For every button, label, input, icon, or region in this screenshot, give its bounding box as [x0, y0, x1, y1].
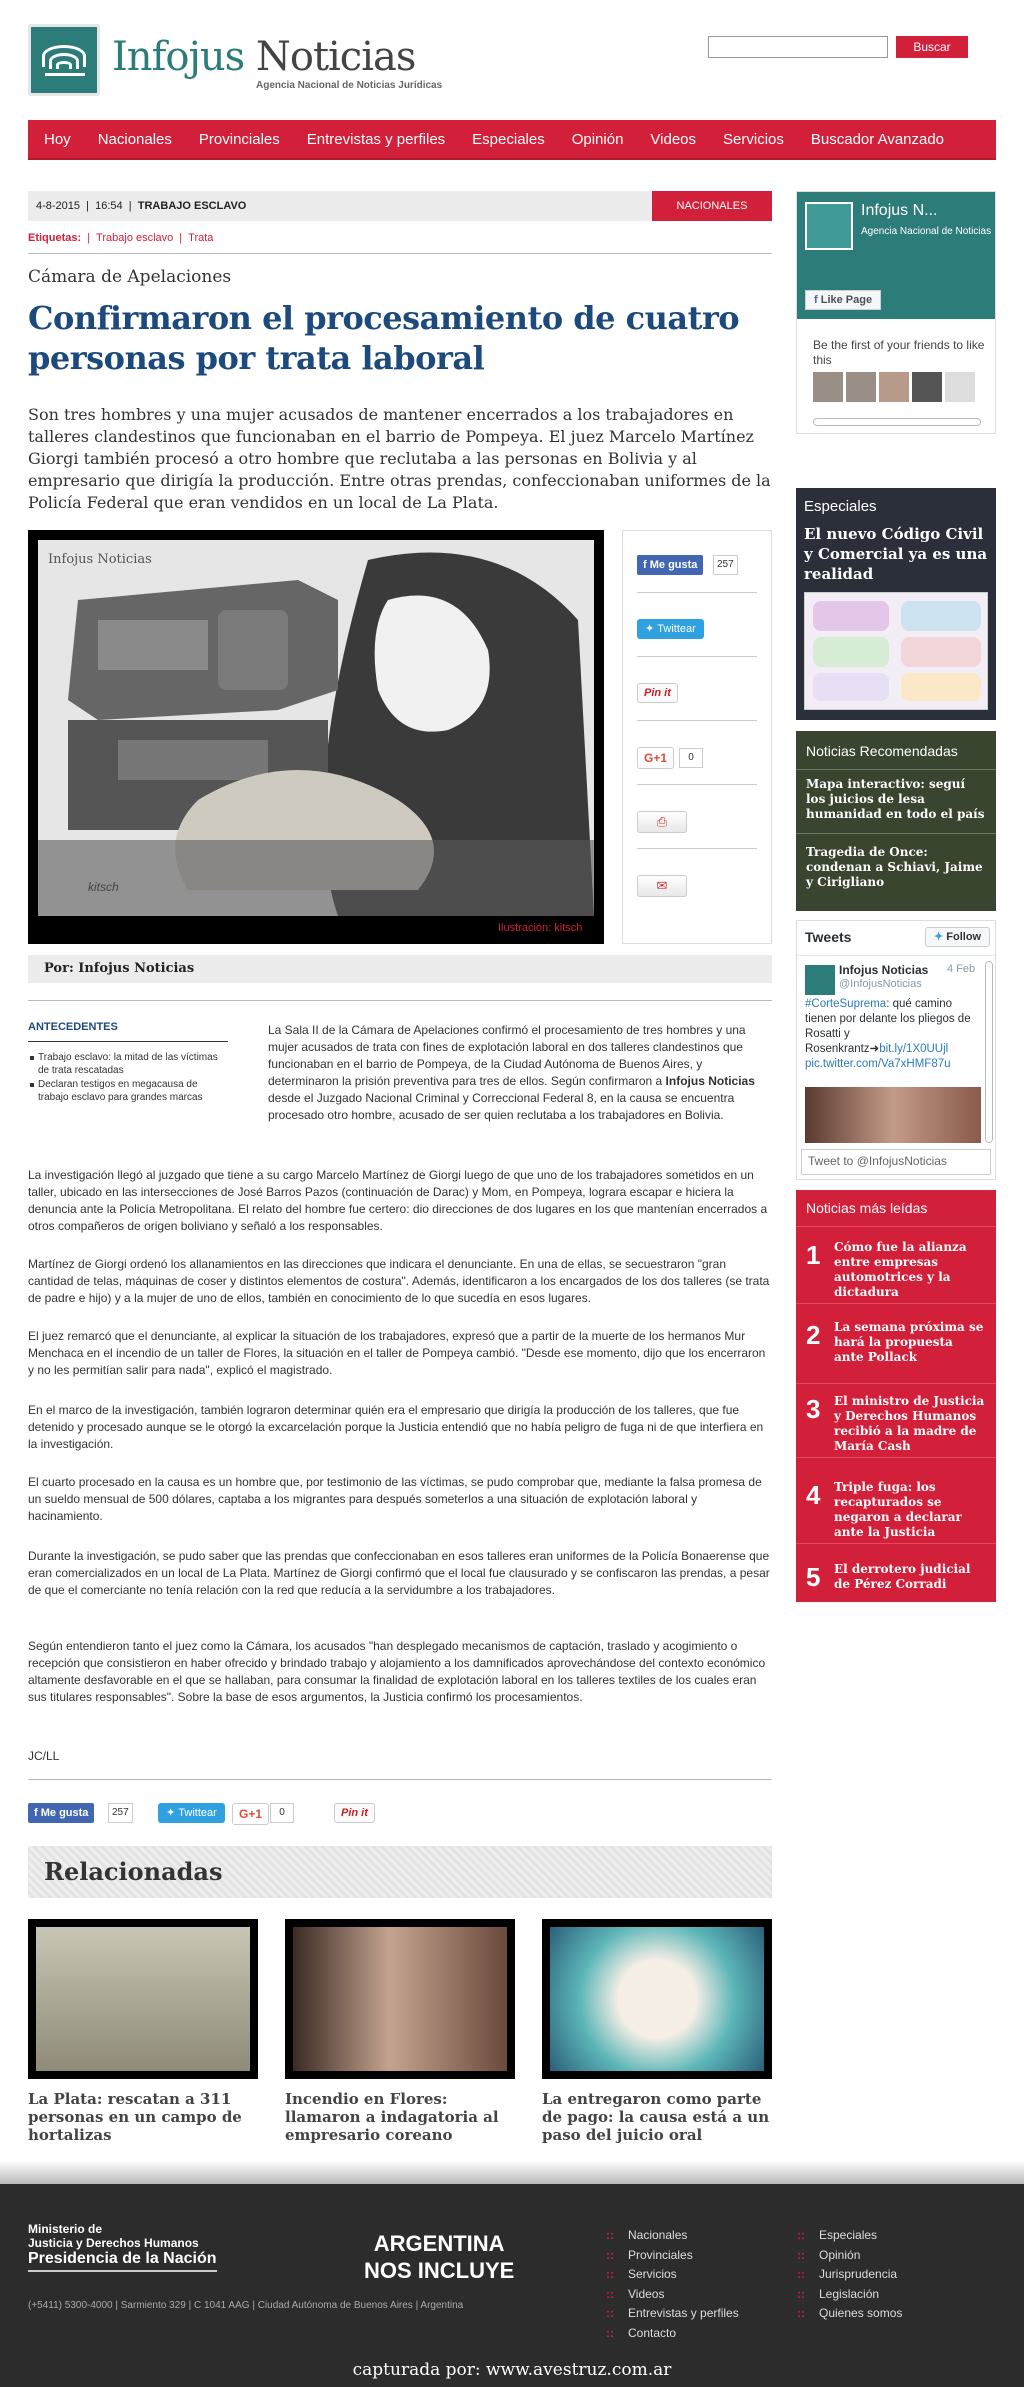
illustration-art: [38, 540, 594, 916]
antecedente-link[interactable]: Declaran testigos en megacausa de trabajo esclavo para grandes marcas: [28, 1078, 228, 1104]
tweet-author-name[interactable]: Infojus Noticias: [839, 963, 929, 977]
facebook-like-count: 257: [108, 1803, 133, 1823]
avatar[interactable]: [846, 372, 876, 402]
pinterest-button[interactable]: Pin it: [334, 1803, 375, 1823]
tweet-photo[interactable]: [805, 1087, 981, 1143]
related-title[interactable]: Incendio en Flores: llamaron a indagatoria al empresario coreano: [285, 2090, 499, 2144]
especiales-image[interactable]: [804, 592, 988, 710]
antecedentes-title: ANTECEDENTES: [28, 1021, 118, 1033]
antecedente-link[interactable]: Trabajo esclavo: la mitad de las víctimas de trata rescatadas: [28, 1051, 228, 1077]
article-kicker: Cámara de Apelaciones: [28, 267, 232, 287]
related-header: Relacionadas: [28, 1846, 772, 1898]
tweets-scrollbar[interactable]: [985, 961, 993, 1143]
sewing-illustration: [38, 540, 594, 916]
printer-icon: ⎙: [656, 814, 668, 829]
mas-leidas-widget: [796, 1190, 996, 1602]
argentina-logo: ARGENTINA NOS INCLUYE: [364, 2231, 515, 2283]
mas-leida-item[interactable]: 5 El derrotero judicial de Pérez Corradi: [796, 1560, 996, 1626]
share-column: [622, 530, 772, 944]
share-gplus: [637, 723, 757, 785]
pinterest-button[interactable]: Pin it: [637, 683, 678, 703]
tag-link[interactable]: Trabajo esclavo: [96, 232, 174, 244]
especiales-label: Especiales: [804, 498, 877, 515]
article-image[interactable]: [28, 530, 604, 944]
share-twitter: [637, 595, 757, 657]
main-nav: [28, 120, 996, 160]
recomendada-link[interactable]: Tragedia de Once: condenan a Schiavi, Jaime y Cirigliano: [806, 845, 983, 889]
ministry-logo[interactable]: Ministerio de Justicia y Derechos Humanos: [28, 2222, 199, 2250]
article-time: 16:54: [95, 200, 123, 212]
nav-item-opinion[interactable]: Opinión: [571, 130, 624, 148]
tweet-avatar[interactable]: [805, 965, 835, 995]
tags-label: Etiquetas:: [28, 232, 82, 244]
recomendadas-widget: [796, 731, 996, 911]
footer-link[interactable]: :: Opinión: [797, 2246, 902, 2266]
related-image[interactable]: [542, 1919, 772, 2079]
nav-item-buscador[interactable]: Buscador Avanzado: [810, 130, 945, 148]
divider: [28, 1000, 772, 1001]
mas-leida-item[interactable]: 1 Cómo fue la alianza entre empresas automotrices y la dictadura: [796, 1238, 996, 1304]
nav-item-provinciales[interactable]: Provinciales: [198, 130, 280, 148]
tweet-link[interactable]: pic.twitter.com/Va7xHMF87u: [805, 1058, 951, 1070]
gplus-button[interactable]: G+1: [637, 747, 674, 769]
mas-leida-item[interactable]: 3 El ministro de Justicia y Derechos Humanos recibió a la madre de María Cash: [796, 1392, 996, 1458]
tweet-date[interactable]: 4 Feb: [947, 963, 976, 975]
tweets-title: Tweets: [805, 929, 852, 945]
site-logo[interactable]: [28, 24, 100, 96]
mas-leida-title[interactable]: Triple fuga: los recapturados se negaron a declarar ante la Justicia: [834, 1480, 962, 1539]
antecedentes-list: [28, 1051, 228, 1105]
bottom-share-bar: [28, 1803, 428, 1825]
article-tags: Etiquetas: | Trabajo esclavo | Trata: [28, 232, 214, 244]
footer-link[interactable]: :: Nacionales: [606, 2226, 739, 2246]
especiales-title[interactable]: El nuevo Código Civil y Comercial ya es una realidad: [804, 525, 988, 583]
mas-leida-item[interactable]: 4 Triple fuga: los recapturados se negaron a declarar ante la Justicia: [796, 1478, 996, 1544]
footer-links-col1: [606, 2226, 739, 2344]
article-byline: Por: Infojus Noticias: [28, 955, 772, 983]
footer-links-col2: [797, 2226, 902, 2324]
email-button[interactable]: [637, 875, 687, 897]
nav-item-nacionales[interactable]: Nacionales: [97, 130, 172, 148]
nav-item-entrevistas[interactable]: Entrevistas y perfiles: [306, 130, 446, 148]
tag-link[interactable]: Trata: [188, 232, 214, 244]
footer-link[interactable]: :: Videos: [606, 2285, 739, 2305]
facebook-icon: f: [34, 1807, 38, 1819]
gplus-button[interactable]: G+1: [232, 1803, 269, 1825]
avatar[interactable]: [945, 372, 975, 402]
tweet-hashtag[interactable]: #CorteSuprema: [805, 998, 887, 1010]
footer-link[interactable]: :: Especiales: [797, 2226, 902, 2246]
tweet-compose-input[interactable]: Tweet to @InfojusNoticias: [801, 1149, 991, 1175]
mas-leida-item[interactable]: 2 La semana próxima se hará la propuesta ante Pollack: [796, 1318, 996, 1384]
gplus-count: 0: [679, 748, 703, 768]
article-paragraph: En el marco de la investigación, también lograron determinar quién era el empresario que dirigía la producción de los talleres, que fue detenido y procesado aunque se le otorgó la excarcelación porque la Justicia entendió que no había peligro de fuga ni de que interfiera en la investigación.: [28, 1403, 764, 1451]
footer-link[interactable]: :: Entrevistas y perfiles: [606, 2304, 739, 2324]
facebook-like-count: 257: [713, 555, 738, 575]
footer-link[interactable]: :: Quienes somos: [797, 2304, 902, 2324]
nav-item-videos[interactable]: Videos: [650, 130, 697, 148]
facebook-icon: f: [643, 559, 647, 571]
footer-link[interactable]: :: Jurisprudencia: [797, 2265, 902, 2285]
avatar[interactable]: [813, 372, 843, 402]
tweet-author-handle[interactable]: @InfojusNoticias: [839, 978, 922, 990]
mas-leida-title[interactable]: El ministro de Justicia y Derechos Humanos recibió a la madre de María Cash: [834, 1394, 985, 1453]
article-meta: 4-8-2015 | 16:54 | TRABAJO ESCLAVO: [28, 191, 772, 221]
mas-leida-title[interactable]: Cómo fue la alianza entre empresas automotrices y la dictadura: [834, 1240, 967, 1299]
gplus-count: 0: [270, 1803, 294, 1823]
article-paragraph: Martínez de Giorgi ordenó los allanamientos en las direcciones que indicara el denunciante. En una de ellas, se secuestraron "gran cantidad de telas, máquinas de coser y distintos elementos de costura". Además, identificaron a los encargados de los dos talleres (se trata de padre e hijo) y a la mujer de uno de ellos, también en conocimiento de lo que sucedía en esos lugares.: [28, 1257, 770, 1305]
search-input[interactable]: [708, 36, 888, 58]
article-paragraph: Durante la investigación, se pudo saber que las prendas que confeccionaban en esos talleres eran uniformes de la Policía Bonaerense que eran comercializados en un local de La Plata. Martínez de Giorgi confirmó que el local fue clausurado y se confiscaron las prendas, a pesar de que el comerciante no tenía relación con la red que reducía a la servidumbre a los trabajadores.: [28, 1549, 770, 1597]
share-facebook: [637, 531, 757, 593]
facebook-banner[interactable]: [797, 192, 995, 319]
site-footer: [0, 2184, 1024, 2387]
tweet-text: #CorteSuprema: qué camino tienen por delante los pliegos de Rosatti y Rosenkrantz➜bit.ly/1X0UUjl pic.twitter.com/Va7xHMF87u: [805, 998, 971, 1070]
article-topic[interactable]: TRABAJO ESCLAVO: [137, 200, 247, 212]
nav-item-servicios[interactable]: Servicios: [723, 130, 784, 148]
recomendadas-label: Noticias Recomendadas: [806, 743, 958, 759]
site-subtitle: Agencia Nacional de Noticias Jurídicas: [256, 80, 443, 91]
nav-item-especiales[interactable]: Especiales: [472, 130, 545, 148]
related-image[interactable]: [285, 1919, 515, 2079]
envelope-icon: ✉: [656, 878, 668, 893]
search-button[interactable]: Buscar: [896, 36, 968, 58]
infojus-logo-icon: [805, 202, 853, 250]
facebook-icon: f: [814, 294, 818, 306]
image-caption: Ilustración: kitsch: [498, 922, 583, 934]
facebook-like-button[interactable]: f Me gusta: [28, 1803, 94, 1823]
related-image[interactable]: [28, 1919, 258, 2079]
divider: [28, 253, 772, 254]
article-paragraph: La Sala II de la Cámara de Apelaciones confirmó el procesamiento de tres hombres y una mujer acusados de trata con fines de explotación laboral en dos talleres clandestinos que funcionaban en el barrio de Pompeya, de la Ciudad Autónoma de Buenos Aires, y determinaron la prisión preventiva para tres de ellos. Según confirmaron a Infojus Noticias desde el Juzgado Nacional Criminal y Correccional Federal 8, en la causa se encuentra procesado otro hombre, acusado de ser quien reclutaba a los trabajadores en Bolivia.: [268, 1023, 755, 1122]
footer-link[interactable]: :: Legislación: [797, 2285, 902, 2305]
share-email: [637, 851, 757, 913]
article-paragraph: El juez remarcó que el denunciante, al explicar la situación de los trabajadores, expresó que a partir de la muerte de los hermanos Mur Menchaca en el incendio de un taller de Flores, la situación en el taller de Pompeya cambió. "Desde ese momento, dijo que los encerraron y no les permitían salir para nada", explicó el magistrado.: [28, 1329, 766, 1377]
facebook-friends-text: Be the first of your friends to like this: [813, 338, 985, 367]
twitter-bird-icon: ✦: [934, 931, 944, 943]
widget-scrollbar[interactable]: [813, 418, 981, 426]
share-print: [637, 787, 757, 849]
presidencia-logo[interactable]: Presidencia de la Nación: [28, 2250, 217, 2272]
twitter-follow-button[interactable]: ✦ Follow: [925, 927, 990, 947]
divider: [28, 1779, 772, 1780]
tweet-link[interactable]: bit.ly/1X0UUjl: [879, 1043, 949, 1055]
twitter-share-button[interactable]: ✦ Twittear: [158, 1803, 225, 1823]
image-signature: kitsch: [88, 880, 119, 894]
section-badge[interactable]: NACIONALES: [652, 191, 772, 221]
share-pinterest: [637, 659, 757, 721]
site-brand[interactable]: Infojus Noticias: [112, 34, 416, 80]
article-date: 4-8-2015: [36, 200, 81, 212]
facebook-like-page-button[interactable]: f Like Page: [805, 290, 881, 310]
avatar[interactable]: [879, 372, 909, 402]
article-paragraph: Según entendieron tanto el juez como la Cámara, los acusados "han desplegado mecanismos de captación, traslado y acogimiento o recepción que consistieron en haber ofrecido y brindado trabajo y alojamiento a los damnificados aprovechándose del contexto económico altamente desfavorable en el que se hallaban, para consumar la finalidad de explotación laboral en los talleres textiles de los cuales eran sus titulares responsables". Sobre la base de esos argumentos, la Justicia confirmó los procesamientos.: [28, 1639, 766, 1704]
twitter-bird-icon: ✦: [166, 1807, 176, 1819]
facebook-like-button[interactable]: f Me gusta: [637, 555, 703, 575]
avatar[interactable]: [912, 372, 942, 402]
twitter-widget: [796, 920, 996, 1180]
mas-leida-title[interactable]: El derrotero judicial de Pérez Corradi: [834, 1562, 971, 1591]
article-lead: Son tres hombres y una mujer acusados de mantener encerrados a los trabajadores en talleres clandestinos que funcionaban en el barrio de Pompeya. El juez Marcelo Martínez Giorgi también procesó a otro hombre que reclutaba a las personas en Bolivia y al empresario que dirigía la producción. Entre otras prendas, confeccionaban uniformes de la Policía Federal que eran vendidos en un local de La Plata.: [28, 405, 771, 512]
especiales-widget: [796, 488, 996, 720]
nav-item-hoy[interactable]: Hoy: [44, 130, 71, 148]
article-paragraph: El cuarto procesado en la causa es un hombre que, por testimonio de las víctimas, se pudo comprobar que, mediante la falsa promesa de un sueldo mensual de 500 dólares, captaba a los migrantes para después someterlos a una situación de explotación laboral y hacinamiento.: [28, 1475, 762, 1523]
related-title[interactable]: La Plata: rescatan a 311 personas en un campo de hortalizas: [28, 2090, 242, 2144]
image-logo: Infojus Noticias: [48, 552, 152, 567]
mas-leidas-label: Noticias más leídas: [806, 1200, 928, 1216]
article-signature: JC/LL: [28, 1749, 60, 1763]
facebook-page-sub: Agencia Nacional de Noticias: [861, 226, 992, 237]
divider: [28, 1041, 228, 1042]
mas-leida-title[interactable]: La semana próxima se hará la propuesta ante Pollack: [834, 1320, 984, 1364]
footer-link[interactable]: :: Provinciales: [606, 2246, 739, 2266]
footer-link[interactable]: :: Contacto: [606, 2324, 739, 2344]
facebook-page-widget: [796, 191, 996, 434]
recomendada-link[interactable]: Mapa interactivo: seguí los juicios de lesa humanidad en todo el país: [806, 777, 985, 821]
facebook-avatars: [813, 372, 975, 402]
footer-shadow: [0, 2160, 1024, 2184]
print-button[interactable]: [637, 811, 687, 833]
facebook-page-name[interactable]: Infojus N...: [861, 202, 938, 219]
related-title[interactable]: La entregaron como parte de pago: la causa está a un paso del juicio oral: [542, 2090, 770, 2144]
footer-link[interactable]: :: Servicios: [606, 2265, 739, 2285]
twitter-bird-icon: ✦: [645, 623, 655, 635]
article-headline: Confirmaron el procesamiento de cuatro personas por trata laboral: [28, 299, 740, 377]
capture-watermark: capturada por: www.avestruz.com.ar: [352, 2360, 672, 2380]
twitter-share-button[interactable]: ✦ Twittear: [637, 619, 704, 639]
article-paragraph: La investigación llegó al juzgado que tiene a su cargo Marcelo Martínez de Giorgi luego de que uno de los trabajadores sometidos en un taller, ubicado en las intersecciones de José Barros Pazos (continuación de Darac) y Mom, en Pompeya, lograra escapar e hiciera la denuncia ante la Policía Metropolitana. El relato del hombre fue certero: dio direcciones de dos lugares en los que mantenían encerrados a otros compañeros de origen boliviano y señaló a los responsables.: [28, 1168, 768, 1233]
footer-contact: (+5411) 5300-4000 | Sarmiento 329 | C 1041 AAG | Ciudad Autónoma de Buenos Aires | Argentina: [28, 2300, 464, 2311]
